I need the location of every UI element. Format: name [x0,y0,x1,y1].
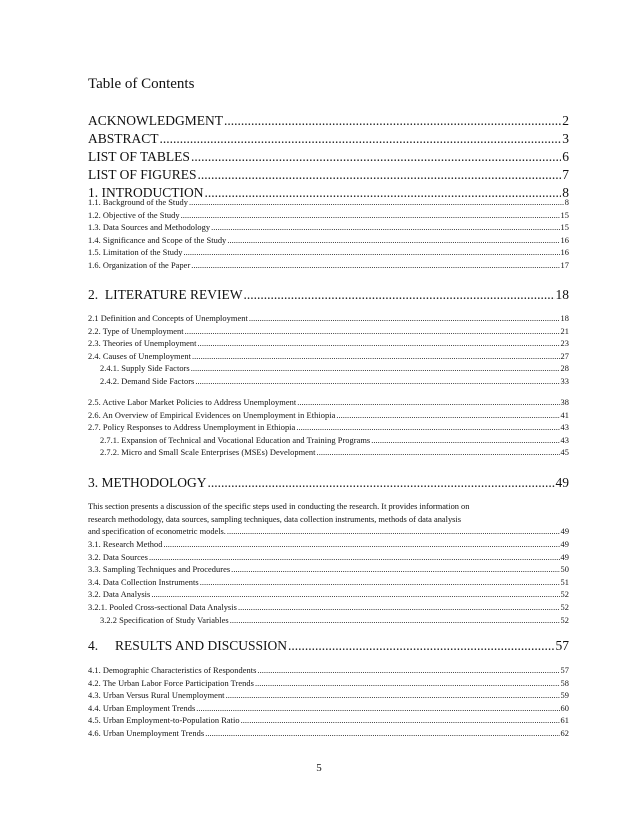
toc-entry[interactable]: 2.4.2. Demand Side Factors ..... 33 [88,376,569,389]
chapter-3-heading [88,473,569,493]
toc-chapter-entry[interactable]: 3. METHODOLOGY ..... 49 [88,473,569,493]
toc-chapter-entry[interactable]: 4. RESULTS AND DISCUSSION ..... 57 [88,636,569,656]
toc-entry[interactable]: 2.6. An Overview of Empirical Evidences on Unemployment in Ethiopia ..... 41 [88,410,569,423]
paragraph-line: research methodology, data sources, sampling techniques, data collection instruments, methods of data analysis [88,514,461,524]
toc-entry[interactable]: 4.1. Demographic Characteristics of Respondents ..... 57 [88,665,569,678]
toc-entry[interactable]: LIST OF TABLES ..... 6 [88,148,569,166]
toc-entry[interactable]: 1. INTRODUCTION ..... 8 [88,184,569,202]
chapter-1-subsections [88,197,569,273]
toc-entry[interactable]: 1.1. Background of the Study ..... 8 [88,197,569,210]
toc-entry[interactable]: 3.2. Data Sources ..... 49 [88,552,569,565]
toc-entry[interactable]: 4.6. Urban Unemployment Trends ..... 62 [88,728,569,741]
toc-entry[interactable]: 3.1. Research Method ..... 49 [88,539,569,552]
toc-entry[interactable]: 2.4.1. Supply Side Factors ..... 28 [88,363,569,376]
toc-entry[interactable]: 1.4. Significance and Scope of the Study ..... 16 [88,235,569,248]
toc-entry[interactable]: 2.3. Theories of Unemployment ..... 23 [88,338,569,351]
chapter-2-heading [88,285,569,305]
page-number: 5 [316,762,322,774]
front-matter-list [88,112,569,202]
toc-entry[interactable]: 4.2. The Urban Labor Force Participation Trends ..... 58 [88,678,569,691]
toc-entry[interactable]: 1.2. Objective of the Study ..... 15 [88,210,569,223]
toc-entry[interactable]: 3.2. Data Analysis ..... 52 [88,589,569,602]
toc-entry[interactable]: 1.6. Organization of the Paper ..... 17 [88,260,569,273]
toc-entry[interactable]: 2.1 Definition and Concepts of Unemployment ..... 18 [88,313,569,326]
toc-entry[interactable]: 3.2.1. Pooled Cross-sectional Data Analysis ..... 52 [88,602,569,615]
toc-entry[interactable]: 2.2. Type of Unemployment ..... 21 [88,326,569,339]
toc-entry[interactable]: 3.4. Data Collection Instruments ..... 51 [88,577,569,590]
toc-entry[interactable]: and specification of econometric models. ..... 49 [88,526,569,539]
toc-entry[interactable]: 4.3. Urban Versus Rural Unemployment ..... 59 [88,690,569,703]
chapter-2-subsections [88,313,569,389]
toc-entry[interactable]: ACKNOWLEDGMENT ..... 2 [88,112,569,130]
toc-entry[interactable]: 1.5. Limitation of the Study ..... 16 [88,247,569,260]
toc-entry[interactable]: 4.4. Urban Employment Trends ..... 60 [88,703,569,716]
toc-title: Table of Contents [88,76,195,92]
toc-entry[interactable]: 2.7.1. Expansion of Technical and Vocational Education and Training Programs ..... 43 [88,435,569,448]
chapter-2-policy-subsections [88,397,569,460]
chapter-4-subsections [88,665,569,741]
toc-entry[interactable]: 2.7. Policy Responses to Address Unemployment in Ethiopia ..... 43 [88,422,569,435]
toc-entry[interactable]: 2.4. Causes of Unemployment ..... 27 [88,351,569,364]
methodology-intro-paragraph [88,501,569,539]
toc-entry[interactable]: ABSTRACT ..... 3 [88,130,569,148]
chapter-4-heading [88,636,569,656]
toc-entry[interactable]: 2.5. Active Labor Market Policies to Address Unemployment ..... 38 [88,397,569,410]
toc-entry[interactable]: 3.2.2 Specification of Study Variables ..... 52 [88,615,569,628]
paragraph-line: This section presents a discussion of the specific steps used in conducting the research. It provides information on [88,502,470,511]
toc-entry[interactable]: 3.3. Sampling Techniques and Procedures ..... 50 [88,564,569,577]
toc-entry[interactable]: 4.5. Urban Employment-to-Population Ratio ..... 61 [88,715,569,728]
toc-entry[interactable]: 2.7.2. Micro and Small Scale Enterprises (MSEs) Development ..... 45 [88,447,569,460]
toc-entry[interactable]: LIST OF FIGURES ..... 7 [88,166,569,184]
toc-chapter-entry[interactable]: 2. LITERATURE REVIEW ..... 18 [88,285,569,305]
chapter-3-subsections [88,539,569,627]
toc-entry[interactable]: 1.3. Data Sources and Methodology ..... 15 [88,222,569,235]
